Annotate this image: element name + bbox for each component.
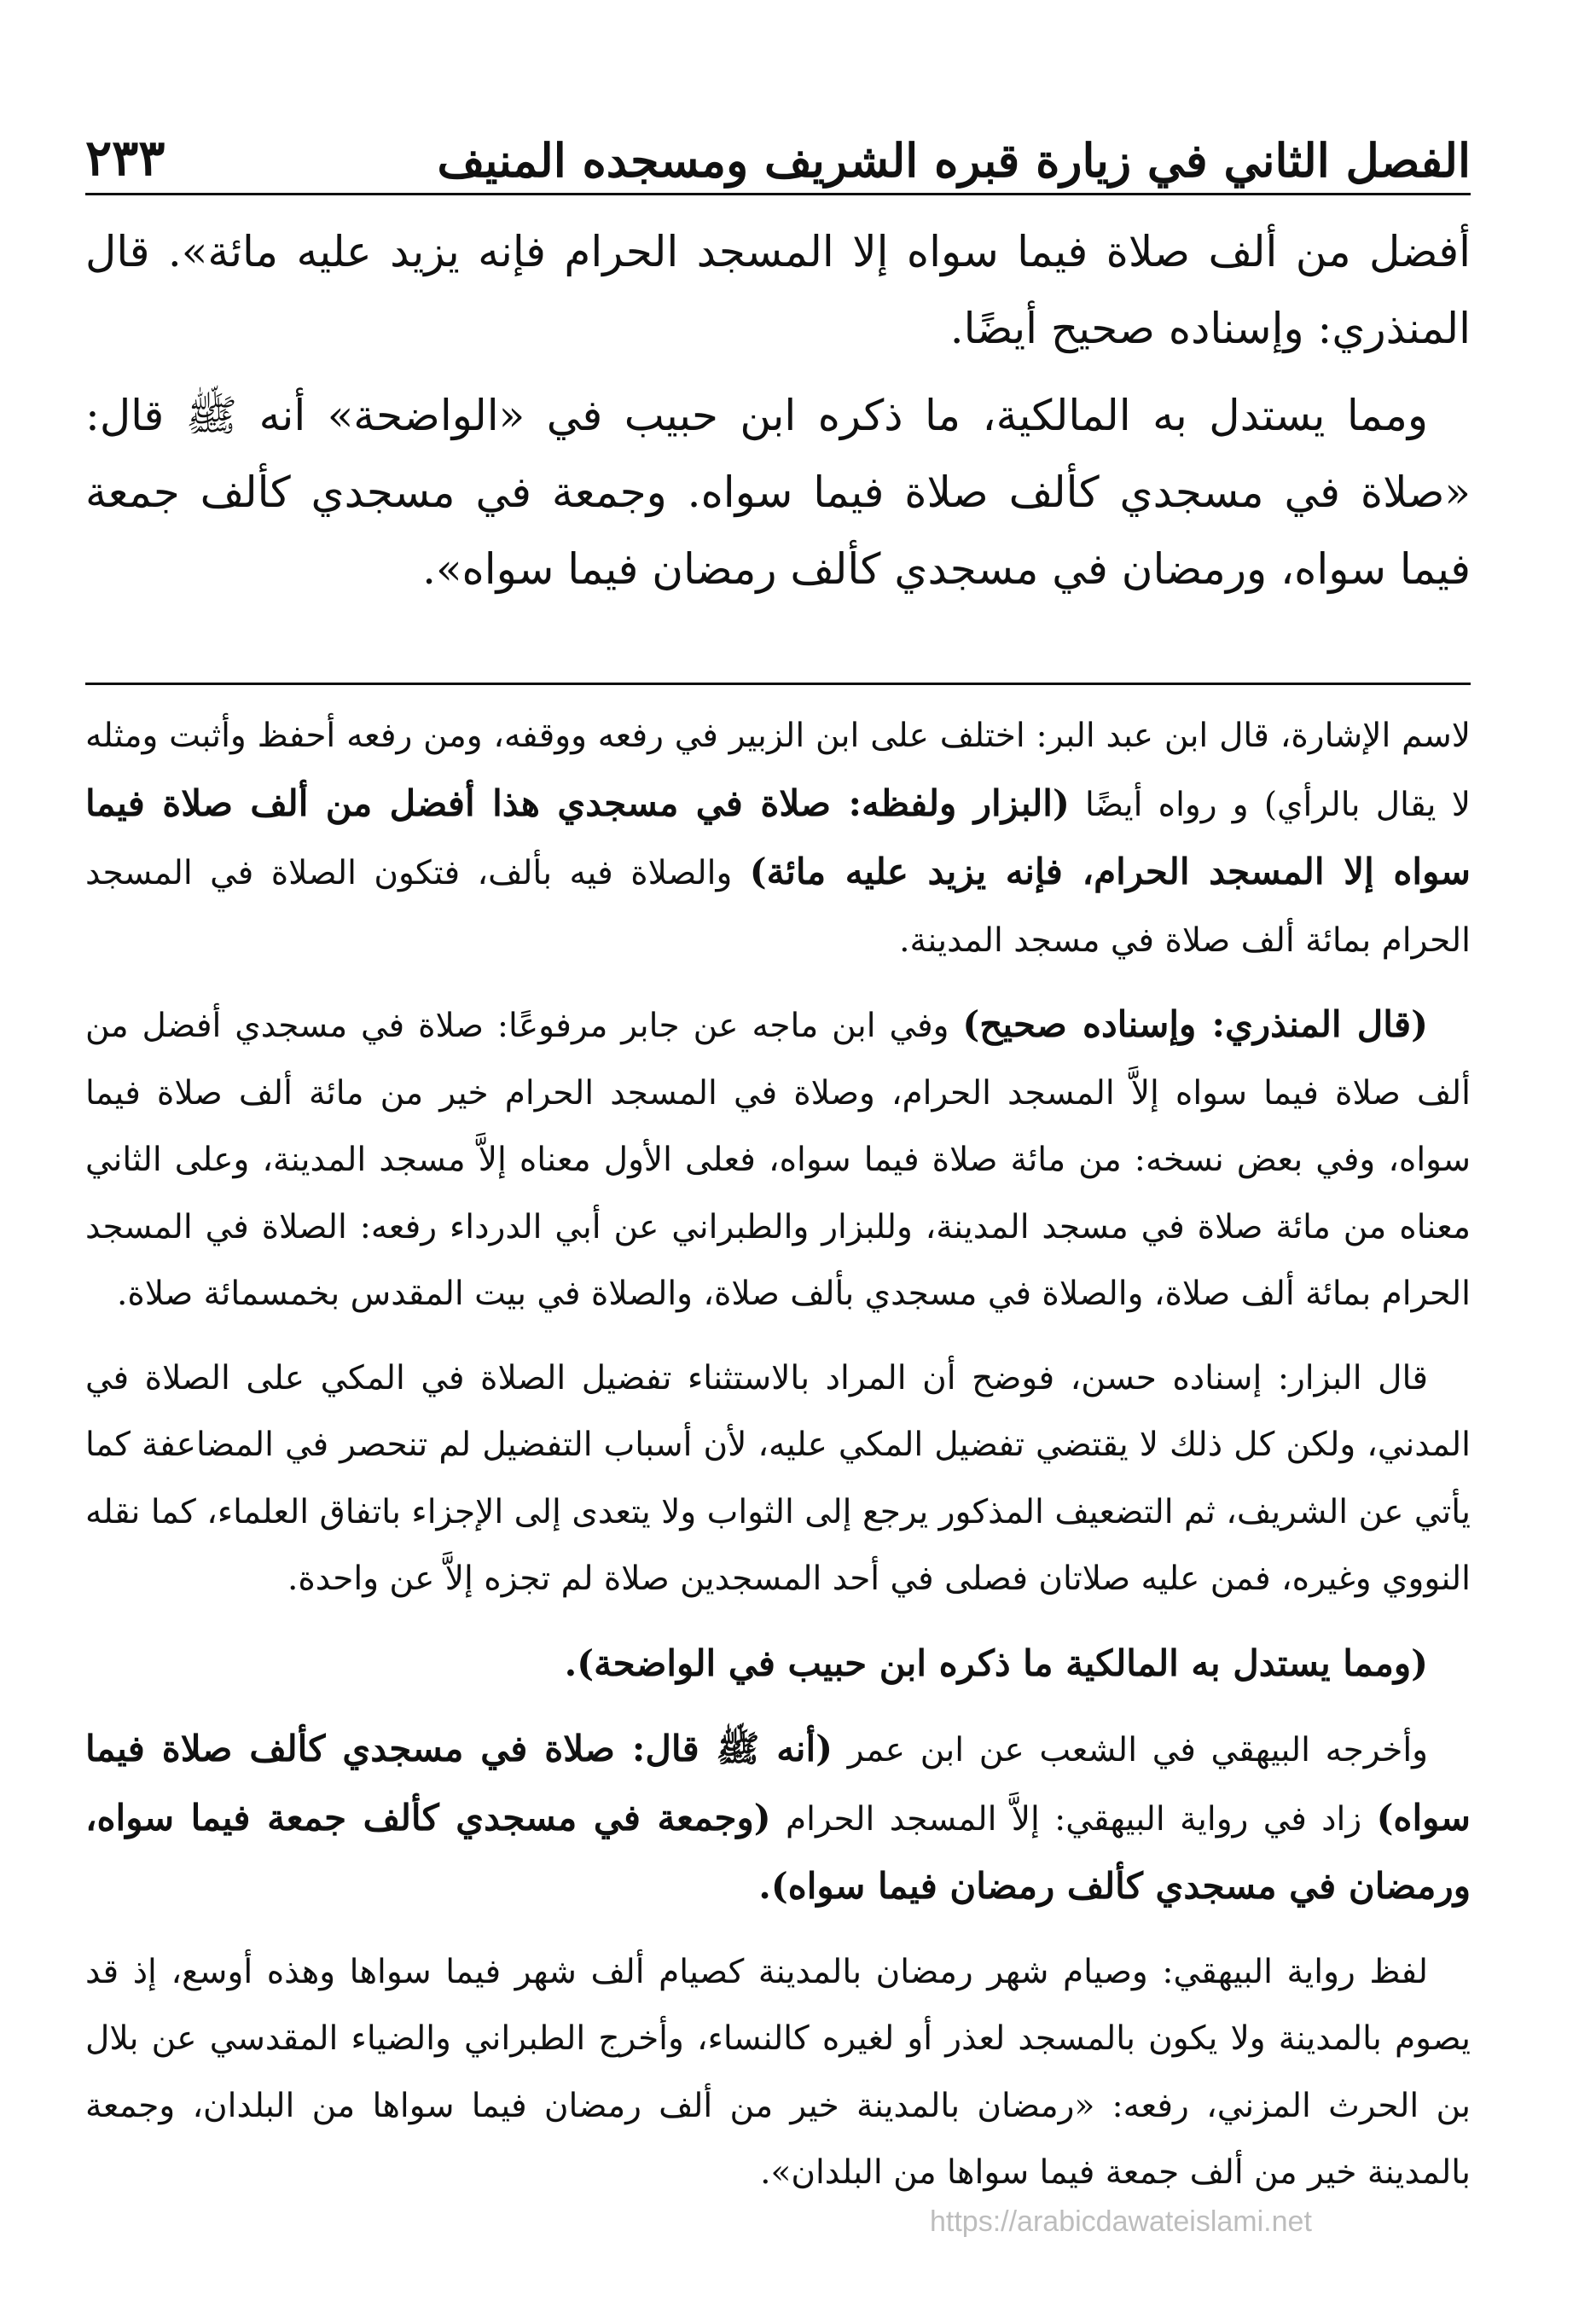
watermark-url: https://arabicdawateislami.net — [930, 2205, 1312, 2238]
commentary-paragraph-5 — [85, 1716, 1471, 1922]
main-text — [85, 213, 1471, 618]
commentary-1-quote: (البزار ولفظه: صلاة في مسجدي هذا أفضل من ألف صلاة فيما سواه إلا المسجد الحرام، فإنه يزيد عليه مائة) — [85, 781, 1471, 892]
header-divider — [85, 193, 1471, 195]
running-title: الفصل الثاني في زيارة قبره الشريف ومسجده المنيف — [437, 132, 1471, 188]
commentary-paragraph-3: قال البزار: إسناده حسن، فوضح أن المراد بالاستثناء تفضيل الصلاة في المكي على الصلاة في المدني، ولكن كل ذلك لا يقتضي تفضيل المكي عليه، لأن أسباب التفضيل لم تنحصر في المضاعفة كما يأتي عن الشريف، ثم التضعيف المذكور يرجع إلى الثواب ولا يتعدى إلى الإجزاء باتفاق العلماء، كما نقله النووي وغيره، فمن عليه صلاتان فصلى في أحد المسجدين صلاة لم تجزه إلاَّ عن واحدة. — [85, 1358, 1471, 1598]
page-header — [85, 101, 1471, 186]
page-number: ٢٣٣ — [85, 129, 165, 188]
main-paragraph-1: أفضل من ألف صلاة فيما سواه إلا المسجد الحرام فإنه يزيد عليه مائة». قال المنذري: وإسناده صحيح أيضًا. — [85, 227, 1471, 353]
commentary-5-quote-2: (وجمعة في مسجدي كألف جمعة فيما سواه، ورمضان في مسجدي كألف رمضان فيما سواه). — [85, 1796, 1471, 1907]
book-page — [85, 85, 1471, 2269]
commentary-4-quote: (ومما يستدل به المالكية ما ذكره ابن حبيب في الواضحة). — [564, 1641, 1428, 1684]
commentary-2-quote: (قال المنذري: وإسناده صحيح) — [962, 1003, 1428, 1045]
commentary-paragraph-2 — [85, 991, 1471, 1328]
commentary-1-text-c: والصلاة فيه بألف، فتكون الصلاة في المسجد الحرام بمائة ألف صلاة في مسجد المدينة. — [85, 854, 1471, 960]
commentary-5-text-c: زاد في رواية البيهقي: إلاَّ المسجد الحرام — [770, 1799, 1377, 1839]
commentary-2-text: وفي ابن ماجه عن جابر مرفوعًا: صلاة في مسجدي أفضل من ألف صلاة فيما سواه إلاَّ المسجد الحرام، وصلاة في المسجد الحرام خير من مائة ألف صلاة فيما سواه، وفي بعض نسخه: من مائة صلاة فيما سواه، فعلى الأول معناه إلاَّ مسجد المدينة، وعلى الثاني معناه من مائة صلاة في مسجد المدينة، وللبزار والطبراني عن أبي الدرداء رفعه: الصلاة في المسجد الحرام بمائة ألف صلاة، والصلاة في مسجدي بألف صلاة، والصلاة في بيت المقدس بخمسمائة صلاة. — [85, 1007, 1471, 1313]
commentary-5-quote-1: (أنه ﷺ قال: صلاة في مسجدي كألف صلاة فيما سواه) — [85, 1728, 1471, 1839]
main-paragraph-2: ومما يستدل به المالكية، ما ذكره ابن حبيب في «الواضحة» أنه ﷺ قال: «صلاة في مسجدي كألف صلاة فيما سواه. وجمعة في مسجدي كألف جمعة فيما سواه، ورمضان في مسجدي كألف رمضان فيما سواه». — [85, 391, 1471, 594]
commentary-paragraph-1 — [85, 703, 1471, 974]
commentary-1-text-a: لاسم الإشارة، قال ابن عبد البر: اختلف على ابن الزبير في رفعه ووقفه، ومن رفعه أحفظ وأثبت ومثله لا يقال بالرأي) و رواه أيضًا — [85, 717, 1471, 824]
commentary-paragraph-4 — [85, 1630, 1471, 1699]
footnote-divider — [85, 683, 1471, 685]
commentary-paragraph-6: لفظ رواية البيهقي: وصيام شهر رمضان بالمدينة كصيام ألف شهر فيما سواها وهذه أوسع، إذ قد يصوم بالمدينة ولا يكون بالمسجد لعذر أو لغيره كالنساء، وأخرج الطبراني والضياء المقدسي عن بلال بن الحرث المزني، رفعه: «رمضان بالمدينة خير من ألف رمضان فيما سواها من البلدان، وجمعة بالمدينة خير من ألف جمعة فيما سواها من البلدان». — [85, 1952, 1471, 2192]
commentary — [85, 703, 1471, 2224]
commentary-5-text-a: وأخرجه البيهقي في الشعب عن ابن عمر — [833, 1731, 1428, 1769]
